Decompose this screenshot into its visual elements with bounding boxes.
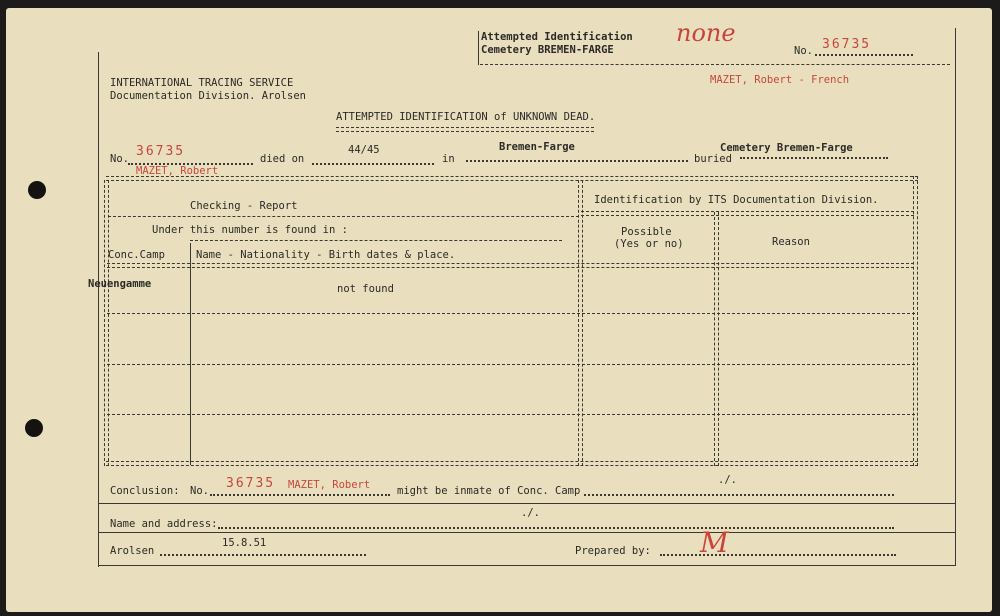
under-number-header: Under this number is found in : [152,224,348,236]
buried-label: buried [694,153,732,165]
checking-header-underline [108,216,579,217]
conclusion-name-value: MAZET, Robert [288,479,371,491]
name-address-dots [218,527,894,529]
in-label: in [442,153,455,165]
table-left-border [104,180,109,466]
header-no-label: No. [794,45,813,57]
table-right-border [913,176,918,466]
conclusion-divider-1 [99,503,955,504]
table-reason-divider [714,212,719,466]
record-no-label: No. [110,153,129,165]
row-line-3 [107,414,915,415]
left-border-line [98,52,99,567]
stamp-underline [480,64,950,65]
row1-camp: Neuengamme [88,278,152,290]
in-value: Bremen-Farge [499,141,575,153]
page-title: ATTEMPTED IDENTIFICATION of UNKNOWN DEAD. [336,111,596,123]
table-bottom-border [106,461,918,466]
table-camp-divider [190,243,191,465]
conclusion-no-value: 36735 [226,476,276,491]
died-on-label: died on [260,153,305,165]
right-border-line [955,28,956,566]
stamp-line-1: Attempted Identification [481,31,633,43]
stamp-left-line [478,31,479,65]
conclusion-label: Conclusion: [110,485,180,497]
conc-camp-header: Conc.Camp [108,249,165,261]
row1-result: not found [337,283,394,295]
conclusion-camp-dots [584,494,894,496]
header-no-dots [815,54,913,56]
org-line-1: INTERNATIONAL TRACING SERVICE [110,77,294,89]
conclusion-no-dots [210,494,390,496]
row-line-2 [107,364,915,365]
in-dots [466,160,688,162]
punch-hole-top [28,181,46,199]
name-address-value: ./. [521,507,540,519]
record-name-value: MAZET, Robert [136,165,219,177]
title-underline [336,127,594,132]
date-dots [160,554,366,556]
org-line-2: Documentation Division. Arolsen [110,90,306,102]
bottom-border-line [98,565,956,566]
date-value: 15.8.51 [222,537,267,549]
buried-dots [740,157,888,159]
table-top-border [106,176,918,181]
identification-header-underline [581,211,914,216]
conclusion-camp-value: ./. [718,474,737,486]
place-label: Arolsen [110,545,155,557]
identification-header: Identification by ITS Documentation Division. [594,194,879,206]
punch-hole-bottom [25,419,43,437]
conclusion-divider-2 [99,532,955,533]
possible-header-line2: (Yes or no) [614,238,684,250]
record-no-value: 36735 [136,144,186,159]
person-name-nationality: MAZET, Robert - French [710,74,850,86]
possible-header-line1: Possible [621,226,672,238]
prepared-by-signature: M [700,526,729,559]
table-mid-divider [578,180,583,466]
header-no-value: 36735 [822,37,872,52]
buried-value: Cemetery Bremen-Farge [720,142,853,154]
row-line-1 [107,313,915,314]
stamp-line-2: Cemetery BREMEN-FARGE [481,44,614,56]
reason-header: Reason [772,236,810,248]
conclusion-no-label: No. [190,485,209,497]
name-header: Name - Nationality - Birth dates & place. [196,249,456,261]
checking-header: Checking - Report [190,200,298,212]
died-on-dots [312,163,434,165]
name-address-label: Name and address: [110,518,218,530]
prepared-by-dots [660,554,896,556]
might-be-text: might be inmate of Conc. Camp [397,485,581,497]
died-on-value: 44/45 [348,144,380,156]
handwritten-note: none [676,19,736,47]
prepared-by-label: Prepared by: [575,545,651,557]
column-header-underline [107,263,914,268]
under-number-underline [190,240,562,241]
